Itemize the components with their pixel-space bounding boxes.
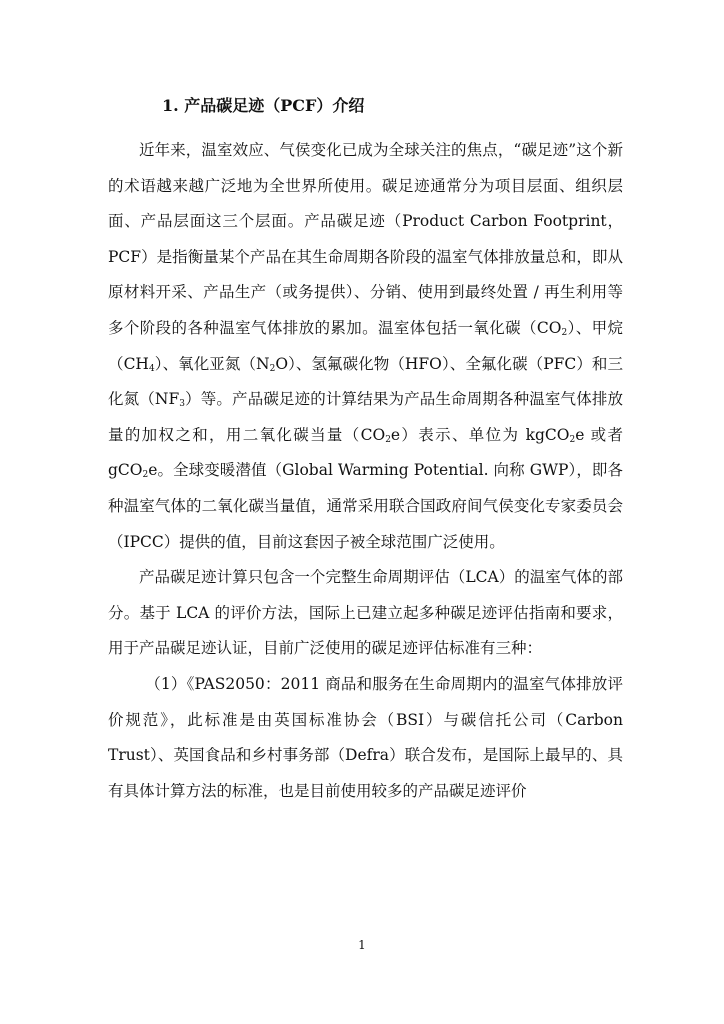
text-run: e）表示、单位为 kgCO <box>390 425 570 444</box>
text-run: 近年来，温室效应、气侯变化已成为全球关注的焦点，“碳足迹”这个新的术语越来越广泛地为全世界所使用。碳足迹通常分为项目层面、组织层面、产品层面这三个层面。产品碳足迹（Product Carbon Footprint，PCF）是指衡量某个产品在其生命周期各阶段的温室气体排放量总和，即从原材料开采、产品生产（或务提供）、分销、使用到最终处置 / 再生利用等多个阶段的各种温室气体排放的累加。温室体包括一氧化碳（CO <box>108 141 623 337</box>
subscript: 2 <box>569 434 576 445</box>
text-run: e 或者 gCO <box>108 425 624 480</box>
subscript: 2 <box>269 363 276 374</box>
text-run: ）、氧化亚氮（N <box>154 354 270 373</box>
subscript: 2 <box>385 434 391 445</box>
subscript: 2 <box>142 470 149 481</box>
subscript: 2 <box>561 327 568 338</box>
subscript: 4 <box>148 363 155 374</box>
paragraph-intro <box>108 133 623 560</box>
text-run: ）、甲烷（CH <box>108 318 623 373</box>
subscript: 3 <box>179 399 185 410</box>
text-run: O）、氢氟碳化物（HFO）、全氟化碳（PFC）和三化氮（NF <box>108 354 623 409</box>
body-text <box>108 133 623 809</box>
text-run: e。全球变暖潜值（Global Warming Potential. 向称 GWP），即各种温室气体的二氧化碳当量值，通常采用联合国政府间气侯变化专家委员会（IPCC）提供的值，目前这套因子被全球范围广泛使用。 <box>108 461 623 551</box>
paragraph-lca: 产品碳足迹计算只包含一个完整生命周期评估（LCA）的温室气体的部分。基于 LCA 的评价方法，国际上已建立起多种碳足迹评估指南和要求，用于产品碳足迹认证，目前广泛使用的碳足迹评估标准有三种： <box>108 568 623 658</box>
text-run: ）等。产品碳足迹的计算结果为产品生命周期各种温室气体排放量的加权之和，用二氧化碳当量（CO <box>108 390 623 444</box>
paragraph-pas2050: （1）《PAS2050：2011 商品和服务在生命周期内的温室气体排放评价规范》，此标准是由英国标准协会（BSI）与碳信托公司（Carbon Trust）、英国食品和乡村事务部（Defra）联合发布，是国际上最早的、具有具体计算方法的标准，也是目前使用较多的产品碳足迹评价 <box>108 674 623 800</box>
section-heading: 1. 产品碳足迹（PCF）介绍 <box>162 96 365 115</box>
page-number: 1 <box>358 938 366 952</box>
